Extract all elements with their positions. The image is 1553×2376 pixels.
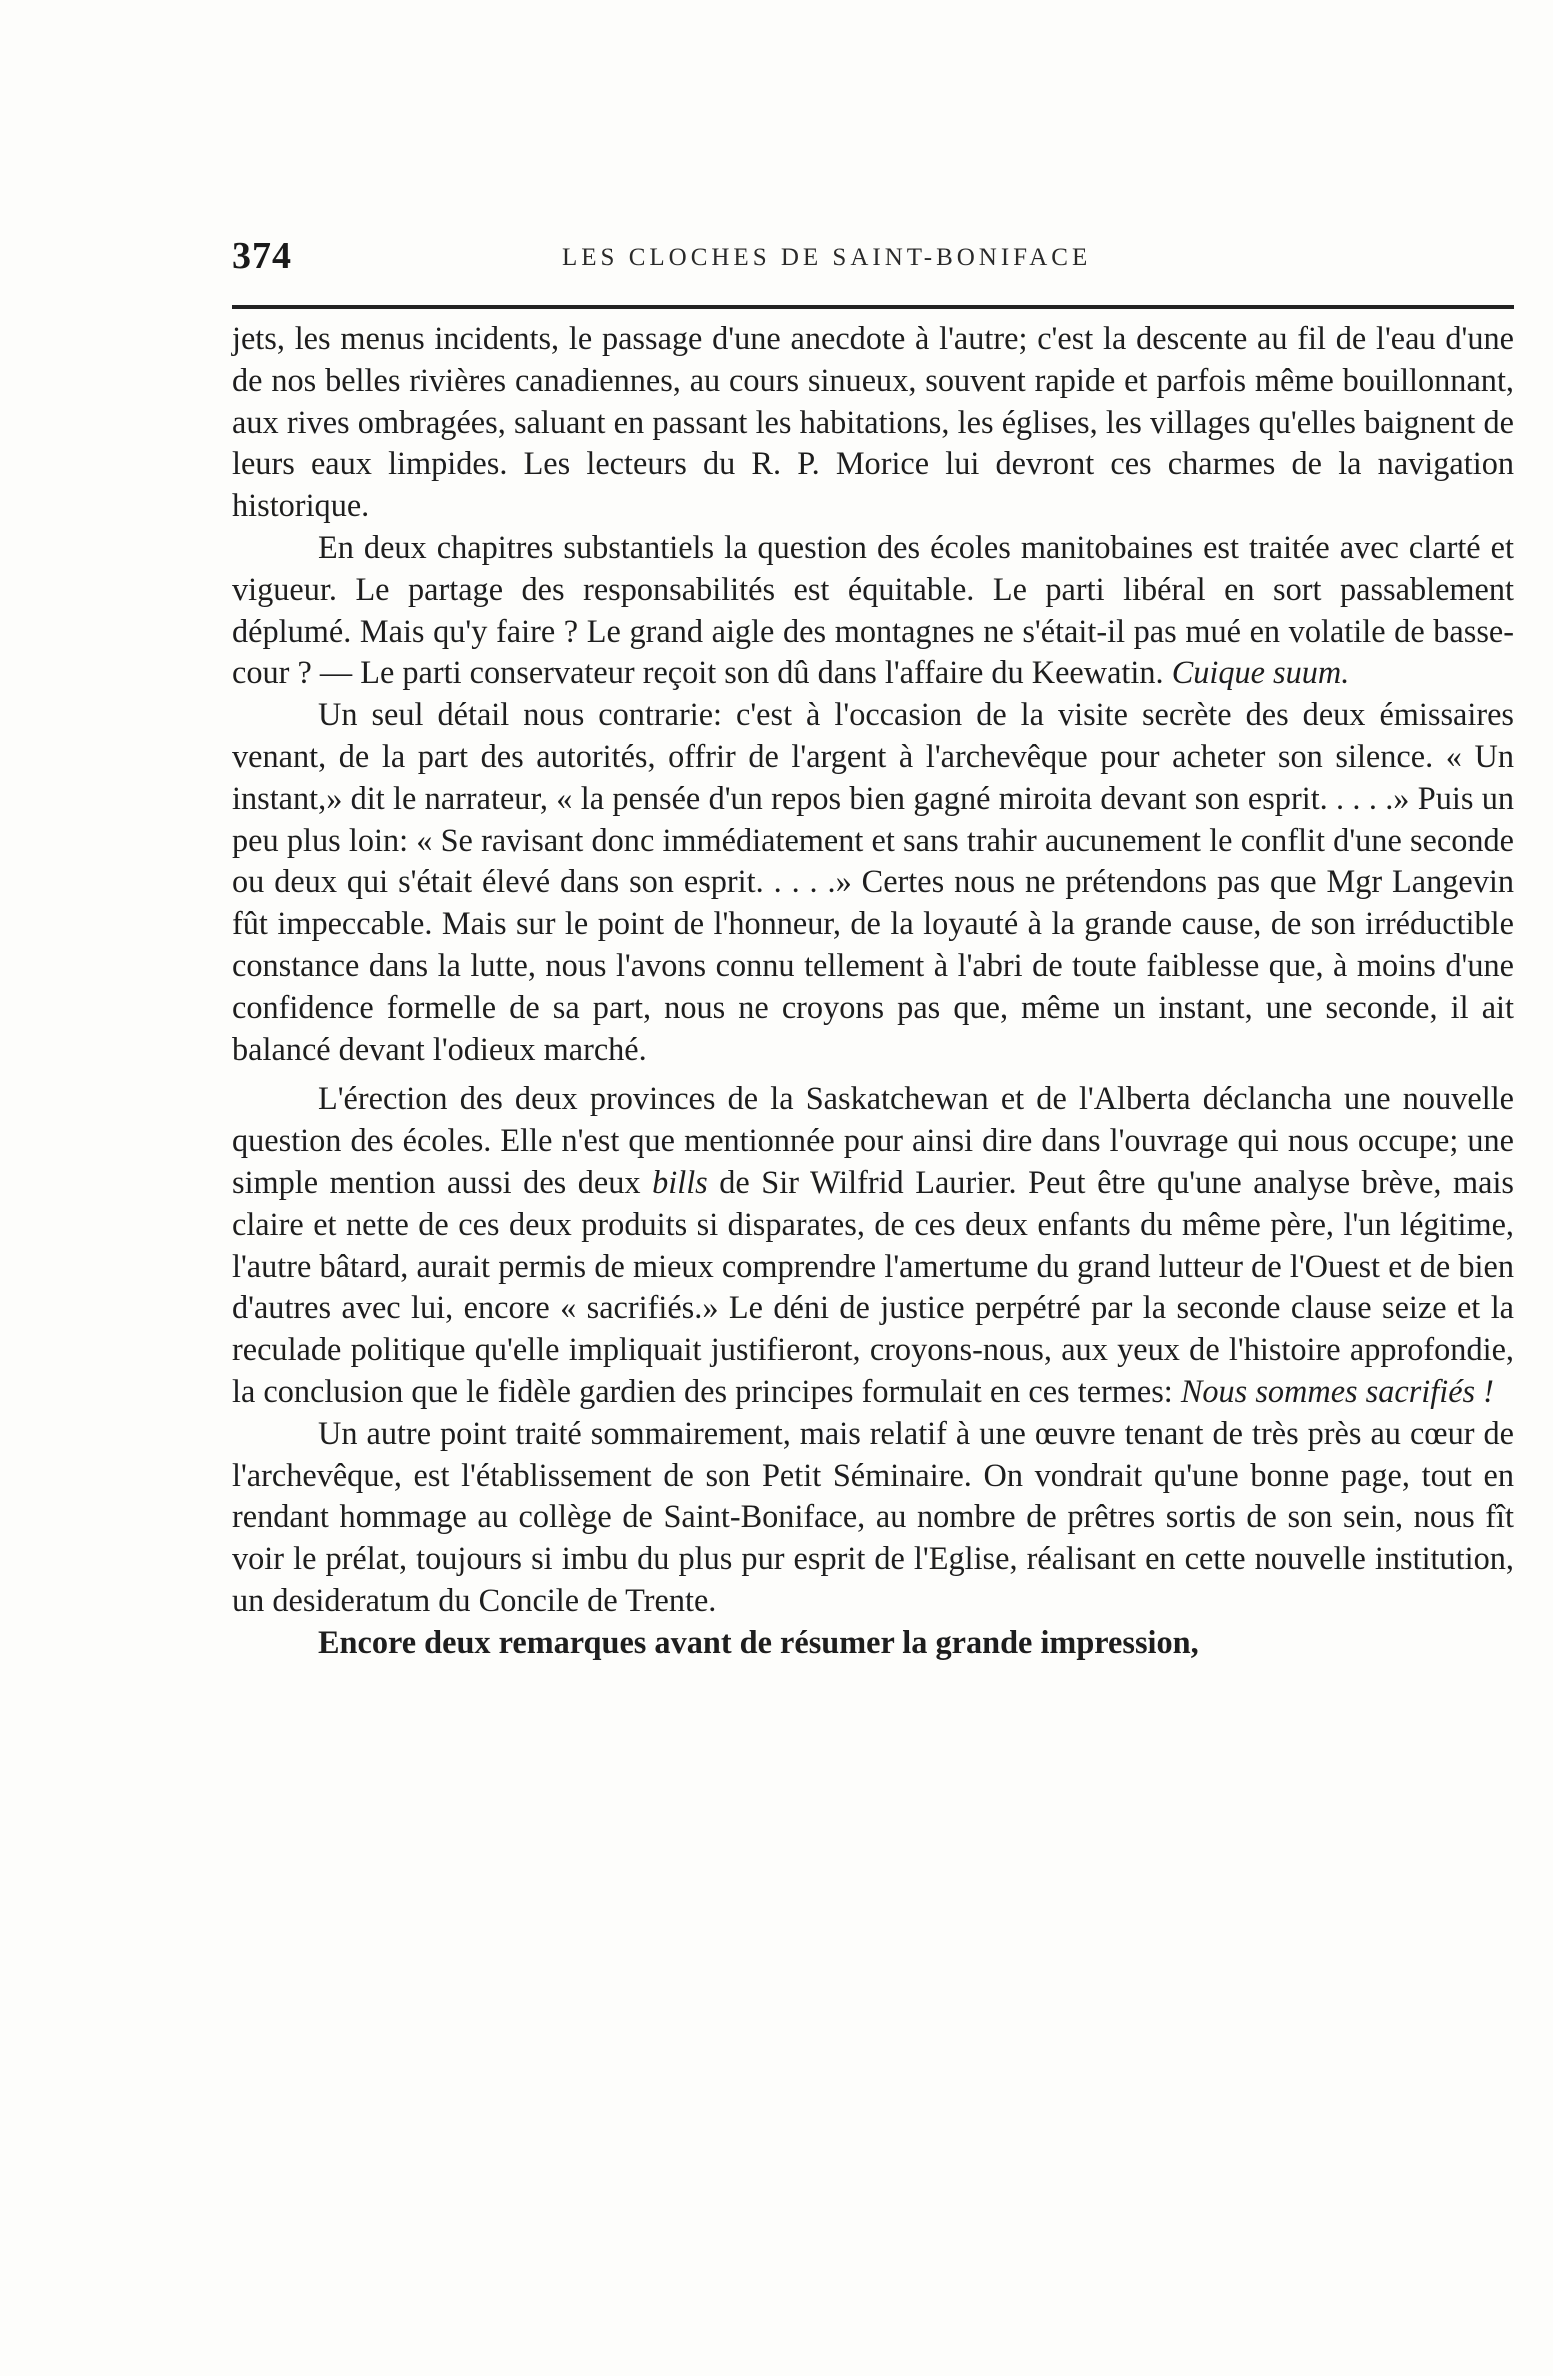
paragraph-1-text: jets, les menus incidents, le passage d'une anecdote à l'autre; c'est la descente au fil de l'eau d'une de nos belles rivières canadiennes, au cours sinueux, souvent rapide et parfois même bouillonnant, aux rives ombragées, saluant en passant les habitations, les églises, les villages qu'elles baignent de leurs eaux limpides. Les lecteurs du R. P. Morice lui devront ces charmes de la navigation historique. [232, 320, 1514, 524]
paragraph-4-text-before: L'érection des deux provinces de la Saskatchewan et de l'Alberta déclancha une nouvelle question des écoles. Elle n'est que mentionnée pour ainsi dire dans l'ouvrage qui nous occupe; une simple mention aussi des deux [232, 1080, 1514, 1200]
page-number: 374 [232, 235, 292, 277]
paragraph-2-italic: Cuique suum. [1171, 654, 1350, 691]
paragraph-2-text: En deux chapitres substantiels la question des écoles manitobaines est traitée avec clarté et vigueur. Le partage des responsabilités est équitable. Le parti libéral en sort passablement déplumé. Mais qu'y faire ? Le grand aigle des montagnes ne s'était-il pas mué en volatile de basse-cour ? — Le parti conservateur reçoit son dû dans l'affaire du Keewatin. [232, 528, 1514, 691]
paragraph-6 [232, 1622, 1514, 1664]
running-title: LES CLOCHES DE SAINT-BONIFACE [562, 244, 1092, 271]
body-text [232, 318, 1514, 1664]
paragraph-5-text: Un autre point traité sommairement, mais relatif à une œuvre tenant de très près au cœur de l'archevêque, est l'établissement de son Petit Séminaire. On vondrait qu'une bonne page, tout en rendant hommage au collège de Saint-Boniface, au nombre de prêtres sortis de son sein, nous fît voir le prélat, toujours si imbu du plus pur esprit de l'Eglise, réalisant en cette nouvelle institution, un desideratum du Concile de Trente. [232, 1414, 1514, 1618]
paragraph-2 [232, 527, 1514, 694]
page-header [232, 234, 1514, 284]
paragraph-5 [232, 1413, 1514, 1622]
paragraph-1 [232, 318, 1514, 527]
paragraph-3-text: Un seul détail nous contrarie: c'est à l'occasion de la visite secrète des deux émissaires venant, de la part des autorités, offrir de l'argent à l'archevêque pour acheter son silence. « Un instant,» dit le narrateur, « la pensée d'un repos bien gagné miroita devant son esprit. . . . .» Puis un peu plus loin: « Se ravisant donc immédiatement et sans trahir aucunement le conflit d'une seconde ou deux qui s'était élevé dans son esprit. . . . .» Certes nous ne prétendons pas que Mgr Langevin fût impeccable. Mais sur le point de l'honneur, de la loyauté à la grande cause, de son irréductible constance dans la lutte, nous l'avons connu tellement à l'abri de toute faiblesse que, à moins d'une confidence formelle de sa part, nous ne croyons pas que, même un instant, une seconde, il ait balancé devant l'odieux marché. [232, 696, 1514, 1067]
paragraph-4-text-after: de Sir Wilfrid Laurier. Peut être qu'une analyse brève, mais claire et nette de ces deux produits si disparates, de ces deux enfants du même père, l'un légitime, l'autre bâtard, aurait permis de mieux comprendre l'amertume du grand lutteur de l'Ouest et de bien d'autres avec lui, encore « sacrifiés.» Le déni de justice perpétré par la seconde clause seize et la reculade politique qu'elle impliquait justifieront, croyons-nous, aux yeux de l'histoire approfondie, la conclusion que le fidèle gardien des principes formulait en ces termes: [232, 1163, 1515, 1409]
paragraph-4-italic-end: Nous sommes sacrifiés ! [1180, 1372, 1494, 1409]
paragraph-4 [232, 1078, 1514, 1412]
paragraph-4-italic: bills [652, 1163, 708, 1200]
header-rule [232, 305, 1514, 309]
paragraph-6-text: Encore deux remarques avant de résumer la grande impression, [318, 1623, 1199, 1660]
paragraph-3 [232, 694, 1514, 1070]
